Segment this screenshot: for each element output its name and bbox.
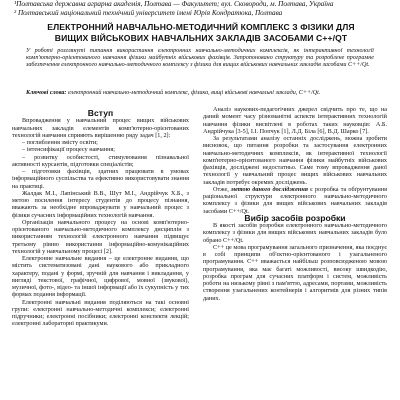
- right-column: [203, 106, 387, 302]
- section-heading-intro: Вступ: [87, 108, 114, 118]
- goal-text: є розробка та обґрунтування раціональної структури електронного навчально-методичного комплексу з фізики для вищих військових навчальних закладів засобами C++/Qt.: [203, 185, 387, 215]
- left-paragraph: Впровадження у навчальний процес вищих військових навчальних закладів елементів комп'ютерно-орієнтованих технологій навчання сприяють вирішенню ряду задач [1, 2]:: [12, 117, 189, 139]
- paper-title: ЕЛЕКТРОННИЙ НАВЧАЛЬНО-МЕТОДИЧНИЙ КОМПЛЕКС З ФІЗИКИ ДЛЯ ВИЩИХ ВІЙСЬКОВИХ НАВЧАЛЬНИХ ЗАКЛАДІВ ЗАСОБАМИ C++/QT: [47, 22, 355, 43]
- right-paragraph: C++ це мова програмування загального призначення, яка поєднує в собі принципи об'єктно-орієнтованого і узагальненого програмування. C++ вважається найбільш розповсюдженою мовою програмування, яка має багаті можливості, високу швидкодію, розробка програм для сучасних платформ і систем, можливість роботи на низькому рівні з пам'яттю, адресами, портами, можливість створення узагальнених контейнерів і алгоритмів для різних типів даних.: [203, 243, 387, 302]
- right-paragraph: Аналіз наукових-педагогічних джерел свідчить про те, що на даний момент часу різноманітні аспекти інтерактивних технологій навчання фізики висвітлені в роботах таких науковців: А.Б. Андрійчука [3-5], І.І. Попчук [1], Л.Д. Біла [6], В.Д. Шарко [7].: [203, 106, 387, 135]
- keywords-label: Ключові слова:: [26, 90, 67, 96]
- left-paragraph: – поглиблення змісту освіти;: [22, 139, 98, 146]
- affiliation-2: ² Полтавський національний технічний університет імені Юрія Кондратюка, Полтава: [14, 9, 283, 17]
- keywords-text: електронний навчально-методичний комплекс, фізика, вищі військові навчальні заклади, C++/Qt.: [66, 90, 321, 96]
- keywords: [26, 90, 374, 97]
- goal-emphasis: метою даного дослідження: [230, 185, 308, 193]
- right-paragraph: В якості засобів розробки електронного навчально-методичного комплексу з фізики для вищих військових навчальних закладів було обрано C++/Qt.: [203, 222, 387, 244]
- section-heading-tools: Вибір засобів розробки: [244, 212, 346, 223]
- right-paragraph: За результатами аналізу останніх досліджень, можна зробити висновок, що питання розробки та застосування електронних навчально-методичних комплексів, як інтерактивної технології комп'ютерно-орієнтованого навчання фізики майбутніх військових фахівців, досліджені недостатньо. Саме тому впровадження даної технології у навчальний процес вищих військових навчальних закладів потребує окремих досліджень.: [203, 135, 387, 186]
- left-paragraph: Електронні навчальні видання поділяються на такі основні групи: електронні навчально-методичні комплекси; електронні підручники; електронні посібники; електронні конспекти лекцій; електронні лабораторні практикуми.: [12, 298, 189, 328]
- left-paragraph: Організація навчального процесу на основі комп'ютерно-орієнтованого навчально-методичного комплексу дисциплін з використанням технологій електронного навчання підвищує третьому рівню використання інформаційно-комунікаційних технологій у навчальному процесі [2].: [12, 218, 189, 255]
- affiliation-1: ¹Полтавська державна аграрна академія, Полтава — Факультет; вул. Сковороди, м. Полтава, Україна: [14, 0, 334, 8]
- left-paragraph: Жалдак М.І., Лапінський В.В., Шут М.І., Андрійчук Х.Б., з метою посилення інтересу студентів до процесу пізнання, вважають за необхідне впроваджувати у навчальний процес з фізики сучасних інформаційних технологій навчання.: [12, 189, 189, 219]
- left-paragraph: – інтенсифікації процесу навчання;: [22, 146, 115, 154]
- goal-prefix: Отже,: [213, 185, 231, 193]
- left-column: [12, 110, 189, 328]
- left-paragraph: – розвитку особистості, стимулювання пізнавальної активності курсантів, підготовки спеціалістів;: [12, 153, 189, 168]
- left-paragraph: Електронне навчальне видання – це електронне видання, що містить систематизовані дані наукового або прикладного характеру, подані у формі, зручній для навчання і викладання, у вигляді текстової, графічної, цифрової, мовної (звукової), музичної, фото-, відео- та іншої інформації або їх сукупність у тих формах подання інформації.: [12, 255, 189, 299]
- left-paragraph: – підготовки фахівців, здатних працювати в умовах інформаційного суспільства та ефективно використовувати знання на практиці.: [12, 168, 189, 190]
- abstract: У роботі розглянуті питання використання електронних навчально-методичних комплексів, як інтерактивної технології комп'ютерно-орієнтованого навчання фізики майбутніх військових фахівців. Запропоновано структуру та розроблене програмне забезпечення електронного навчально-методичного комплексу з фізики для вищих військових навчальних закладів засобами C++/Qt.: [26, 48, 374, 69]
- goal-paragraph: [203, 186, 387, 215]
